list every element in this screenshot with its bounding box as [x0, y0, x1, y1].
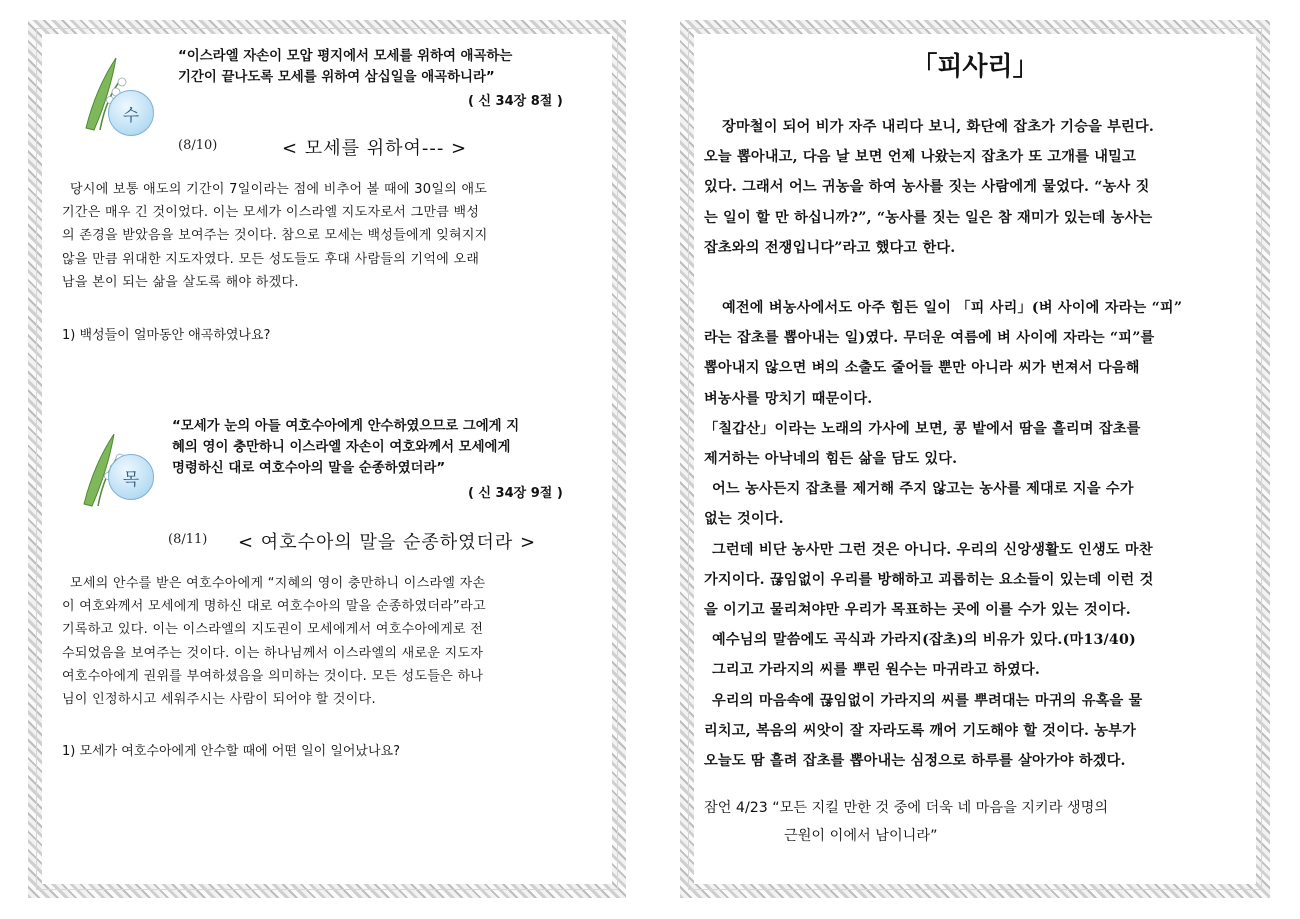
article-line: 있다. 그래서 어느 귀농을 하여 농사를 짓는 사람에게 물었다. “농사 짓: [704, 179, 1150, 196]
article-line: 우리의 마음속에 끊임없이 가라지의 씨를 뿌려대는 마귀의 유혹을 물: [712, 692, 1143, 709]
day-badge-wednesday: 수: [108, 90, 154, 136]
verse-line: 혜의 영이 충만하니 이스라엘 자손이 여호와께서 모세에게: [172, 440, 511, 455]
body-line: 여호수아에게 권위를 부여하셨음을 의미하는 것이다. 모든 성도들은 하나: [62, 668, 484, 684]
article-line: 장마철이 되어 비가 자주 내리다 보니, 화단에 잡초가 기승을 부린다.: [722, 119, 1154, 135]
article-line: 어느 농사든지 잡초를 제거해 주지 않고는 농사를 제대로 지을 수가: [712, 481, 1134, 498]
body-line: 기간은 매우 긴 것이었다. 이는 모세가 이스라엘 지도자로서 그만큼 백성: [62, 205, 480, 221]
article-line: 오늘도 땀 흘려 잡초를 뽑아내는 심정으로 하루를 살아가야 하겠다.: [704, 753, 1126, 770]
article-line: 없는 것이다.: [704, 511, 784, 528]
entry-body: [62, 178, 604, 294]
article-line: 제거하는 아낙네의 힘든 삶을 담도 있다.: [704, 451, 958, 468]
entry-body: [62, 572, 604, 711]
closing-verse-line: 근원이 이에서 남이니라”: [784, 828, 938, 844]
body-line: 님이 인정하시고 세워주시는 사람이 되어야 할 것이다.: [62, 692, 376, 708]
entry-title: < 여호수아의 말을 순종하였더라 >: [238, 532, 537, 553]
article-line: 오늘 뽑아내고, 다음 날 보면 언제 나왔는지 잡초가 또 고개를 내밀고: [704, 149, 1136, 166]
body-line: 남을 본이 되는 삶을 살도록 해야 하겠다.: [62, 274, 299, 290]
day-badge-thursday: 목: [108, 454, 154, 500]
body-line: 이 여호와께서 모세에게 명하신 대로 여호수아의 말을 순종하였더라”라고: [62, 599, 486, 615]
article-line: 그리고 가라지의 씨를 뿌린 원수는 마귀라고 하였다.: [712, 662, 1040, 679]
article-line: 을 이기고 물리쳐야만 우리가 목표하는 곳에 이를 수가 있는 것이다.: [704, 602, 1131, 619]
article-body: [704, 112, 1252, 776]
body-line: 의 존경을 받았음을 보여주는 것이다. 참으로 모세는 백성들에게 잊혀지지: [62, 228, 488, 244]
study-question: 1) 모세가 여호수아에게 안수할 때에 어떤 일이 일어났나요?: [62, 744, 401, 759]
entry-date: (8/11): [168, 532, 208, 547]
bible-verse: [178, 46, 618, 88]
article-line: 뽑아내지 않으면 벼의 소출도 줄어들 뿐만 아니라 씨가 번져서 다음해: [704, 360, 1140, 377]
right-page: [680, 20, 1270, 898]
bible-verse: [172, 416, 612, 479]
closing-verse: [704, 794, 1244, 850]
verse-line: 기간이 끝나도록 모세를 위하여 삼십일을 애곡하니라”: [178, 70, 495, 85]
body-line: 기록하고 있다. 이는 이스라엘의 지도권이 모세에게서 여호수아에게로 전: [62, 622, 484, 638]
article-line: 예전에 벼농사에서도 아주 힘든 일이 「피 사리」(벼 사이에 자라는 “피”: [722, 300, 1183, 317]
article-title: 「피사리」: [911, 52, 1039, 82]
verse-line: 명령하신 대로 여호수아의 말을 순종하였더라”: [172, 461, 446, 476]
body-line: 모세의 안수를 받은 여호수아에게 “지혜의 영이 충만하니 이스라엘 자손: [70, 576, 486, 591]
article-line: 는 일이 할 만 하십니까?”, “농사를 짓는 일은 참 재미가 있는데 농사는: [704, 209, 1153, 226]
article-line: 가지이다. 끊임없이 우리를 방해하고 괴롭히는 요소들이 있는데 이런 것: [704, 571, 1154, 588]
entry-title: < 모세를 위하여--- >: [282, 138, 468, 159]
article-line: 그런데 비단 농사만 그런 것은 아니다. 우리의 신앙생활도 인생도 마찬: [712, 541, 1153, 558]
body-line: 않을 만큼 위대한 지도자였다. 모든 성도들도 후대 사람들의 기억에 오래: [62, 251, 480, 267]
article-line: 잡초와의 전쟁입니다”라고 했다고 한다.: [704, 239, 956, 256]
verse-reference: ( 신 34장 8절 ): [468, 94, 563, 109]
article-line: 예수님의 말씀에도 곡식과 가라지(잡초)의 비유가 있다.(마13/40): [712, 632, 1136, 649]
article-spacer: [704, 263, 1252, 293]
body-line: 수되었음을 보여주는 것이다. 이는 하나님께서 이스라엘의 새로운 지도자: [62, 645, 484, 661]
article-line: 벼농사를 망치기 때문이다.: [704, 390, 873, 407]
article-line: 라는 잡초를 뽑아내는 일)였다. 무더운 여름에 벼 사이에 자라는 “피”를: [704, 330, 1155, 347]
study-question: 1) 백성들이 얼마동안 애곡하였나요?: [62, 328, 271, 343]
article-line: 「칠갑산」이라는 노래의 가사에 보면, 콩 밭에서 땀을 흘리며 잡초를: [704, 420, 1141, 437]
verse-line: “모세가 눈의 아들 여호수아에게 안수하였으므로 그에게 지: [172, 419, 520, 434]
closing-verse-line: 잠언 4/23 “모든 지킬 만한 것 중에 더욱 네 마음을 지키라 생명의: [704, 800, 1109, 816]
left-page: [28, 20, 626, 898]
verse-reference: ( 신 34장 9절 ): [468, 486, 563, 501]
body-line: 당시에 보통 애도의 기간이 7일이라는 점에 비추어 볼 때에 30일의 애도: [70, 182, 488, 197]
verse-line: “이스라엘 자손이 모압 평지에서 모세를 위하여 애곡하는: [178, 49, 513, 64]
article-line: 리치고, 복음의 씨앗이 잘 자라도록 깨어 기도해야 할 것이다. 농부가: [704, 722, 1136, 739]
entry-date: (8/10): [178, 138, 218, 153]
